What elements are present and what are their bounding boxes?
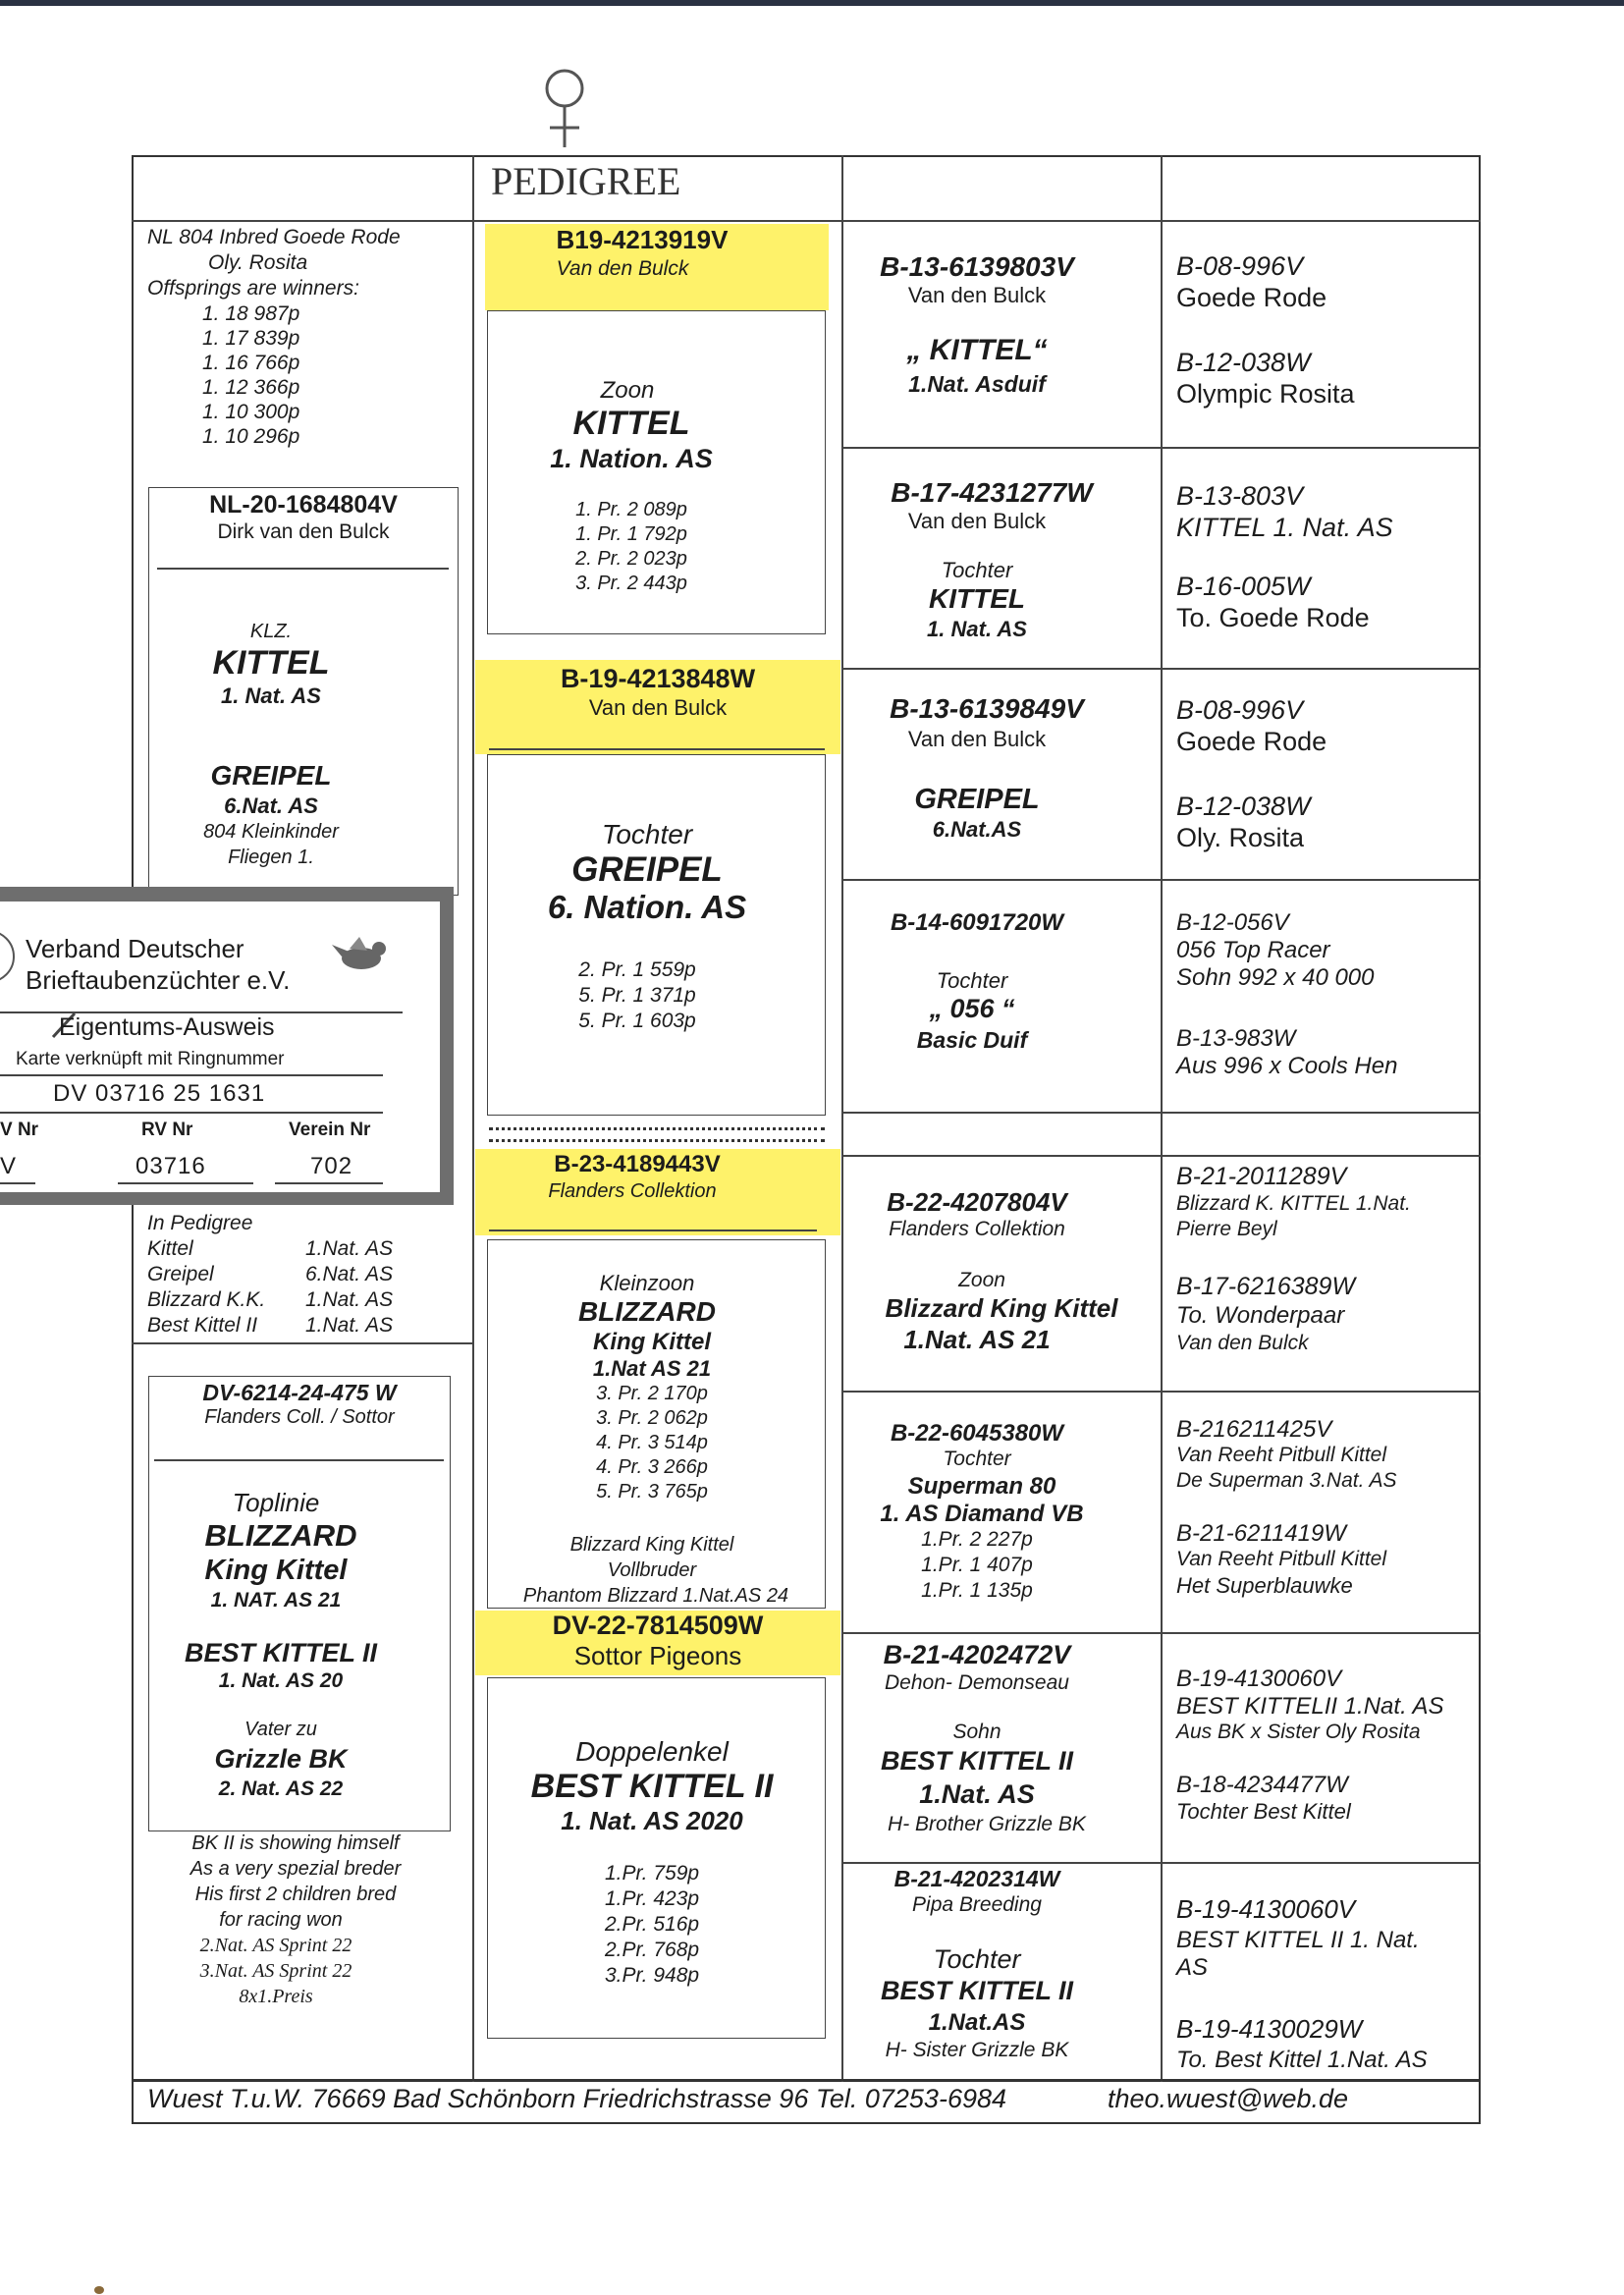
dam-line: Toplinie	[232, 1488, 320, 1517]
parent-breeder: Van den Bulck	[556, 257, 689, 280]
dam-breeder: Flanders Coll. / Sottor	[204, 1406, 395, 1428]
ancestor-ring: B-19-4130060V	[1176, 1666, 1342, 1692]
card-col-label: V Nr	[0, 1120, 39, 1140]
sire-breeder: Dirk van den Bulck	[217, 520, 390, 543]
col3-divider	[841, 1862, 1481, 1864]
grandparent-line: Superman 80	[907, 1473, 1056, 1500]
grandparent-line: GREIPEL	[914, 784, 1040, 815]
in-pedigree-result: 1.Nat. AS	[305, 1288, 394, 1311]
parent-line: 3. Pr. 2 170p	[596, 1383, 708, 1404]
breeder-note: 8x1.Preis	[239, 1986, 313, 2007]
note-line: 1. 16 766p	[202, 352, 300, 374]
grandparent-line: 1. Nat. AS	[927, 617, 1027, 641]
sire-ring: NL-20-1684804V	[209, 491, 398, 519]
parent-line: 6. Nation. AS	[547, 889, 747, 925]
grandparent-line: 6.Nat.AS	[932, 817, 1022, 842]
ownership-card	[0, 887, 454, 1205]
grandparent-line: Sohn	[952, 1721, 1001, 1743]
card-underline	[118, 1182, 253, 1184]
grandparent-line: 1.Nat.AS	[928, 2009, 1026, 2036]
grandparent-line: Tochter	[941, 558, 1013, 582]
pigeon-logo-icon	[332, 935, 393, 976]
ancestor-ring: B-08-996V	[1176, 695, 1304, 725]
grandparent-line: 1. AS Diamand VB	[880, 1501, 1084, 1527]
dam-line: 1. NAT. AS 21	[210, 1589, 342, 1612]
page-title: PEDIGREE	[491, 159, 681, 203]
in-pedigree-result: 6.Nat. AS	[305, 1263, 394, 1285]
col-divider-1	[472, 155, 474, 2082]
in-pedigree-name: Best Kittel II	[147, 1314, 258, 1337]
parent-breeder: Flanders Collektion	[548, 1180, 717, 1202]
sire-line: 6.Nat. AS	[224, 793, 318, 818]
grandparent-breeder: Tochter	[943, 1448, 1011, 1470]
ancestor-name: Blizzard K. KITTEL 1.Nat.	[1176, 1192, 1411, 1215]
col3-divider	[841, 1112, 1481, 1114]
grandparent-line: 1.Pr. 1 407p	[921, 1554, 1033, 1576]
grandparent-line: Basic Duif	[916, 1027, 1028, 1053]
ancestor-name: Tochter Best Kittel	[1176, 1799, 1351, 1824]
grandparent-ring: B-21-4202314W	[893, 1866, 1060, 1891]
sire-line: Fliegen 1.	[228, 847, 314, 868]
dam-line: 2. Nat. AS 22	[218, 1777, 344, 1800]
parent-divider	[489, 1229, 817, 1231]
col3-divider	[841, 1632, 1481, 1634]
parent-breeder: Van den Bulck	[588, 695, 728, 720]
dam-line: BLIZZARD	[204, 1518, 357, 1553]
ancestor-name: Aus 996 x Cools Hen	[1176, 1053, 1398, 1079]
col3-divider	[841, 447, 1481, 449]
note-line: 1. 10 296p	[202, 425, 300, 448]
parent-line: 2. Pr. 1 559p	[578, 958, 696, 981]
parent-line: 1. Pr. 2 089p	[575, 499, 687, 520]
female-symbol-icon	[530, 61, 599, 149]
grandparent-breeder: Dehon- Demonseau	[885, 1671, 1069, 1694]
breeder-note: for racing won	[219, 1909, 343, 1931]
parent-line: 1.Nat AS 21	[592, 1356, 712, 1381]
grandparent-breeder: Van den Bulck	[907, 283, 1047, 307]
parent-line: King Kittel	[593, 1329, 711, 1355]
grandparent-ring: B-22-4207804V	[887, 1187, 1067, 1217]
ancestor-ring: B-21-6211419W	[1176, 1520, 1346, 1547]
parent-box	[487, 754, 826, 1116]
card-org-name-2: Brieftaubenzüchter e.V.	[26, 965, 291, 995]
footer-email[interactable]: theo.wuest@web.de	[1108, 2084, 1349, 2113]
ancestor-extra: Van den Bulck	[1176, 1332, 1309, 1354]
ancestor-name: Van Reeht Pitbull Kittel	[1176, 1548, 1387, 1570]
ancestor-extra: De Superman 3.Nat. AS	[1176, 1469, 1397, 1492]
grandparent-line: 1.Pr. 2 227p	[921, 1528, 1033, 1551]
ancestor-name: Goede Rode	[1176, 283, 1327, 312]
sire-line: GREIPEL	[210, 760, 332, 791]
grandparent-breeder: Flanders Collektion	[889, 1218, 1065, 1240]
breeder-note: BK II is showing himself	[191, 1832, 400, 1854]
parent-divider	[489, 748, 825, 750]
parent-line: Vollbruder	[607, 1559, 697, 1581]
grandparent-line: Zoon	[958, 1269, 1005, 1291]
ancestor-ring: B-21-2011289V	[1176, 1163, 1347, 1190]
grandparent-line: KITTEL	[929, 583, 1025, 614]
parent-line: BEST KITTEL II	[530, 1768, 774, 1805]
sire-line: KLZ.	[249, 621, 293, 642]
breeder-note: As a very spezial breder	[189, 1858, 402, 1880]
ancestor-name: To. Goede Rode	[1176, 603, 1370, 632]
card-divider	[0, 1112, 383, 1114]
grandparent-ring: B-14-6091720W	[890, 909, 1064, 936]
parent-line: 4. Pr. 3 514p	[596, 1432, 708, 1453]
col-divider-3	[1161, 155, 1163, 2082]
grandparent-line: 1.Pr. 1 135p	[921, 1579, 1033, 1602]
parent-line: Blizzard King Kittel	[569, 1534, 734, 1556]
breeder-note: 3.Nat. AS Sprint 22	[199, 1960, 352, 1982]
ancestor-extra: Pierre Beyl	[1176, 1218, 1277, 1240]
note-line: 1. 10 300p	[202, 401, 300, 423]
parent-line: 5. Pr. 1 603p	[578, 1010, 696, 1032]
ancestor-ring: B-17-6216389W	[1176, 1273, 1356, 1300]
ancestor-name: Oly. Rosita	[1176, 823, 1305, 852]
ancestor-ring: B-13-983W	[1176, 1025, 1296, 1052]
parent-line: 5. Pr. 3 765p	[596, 1481, 708, 1503]
grandparent-breeder: Van den Bulck	[907, 509, 1047, 533]
ancestor-name: Van Reeht Pitbull Kittel	[1176, 1444, 1387, 1466]
grandparent-ring: B-13-6139803V	[880, 251, 1074, 282]
dam-line: King Kittel	[204, 1555, 348, 1586]
parent-line: 1.Pr. 759p	[604, 1862, 700, 1885]
parent-line: 2.Pr. 516p	[604, 1913, 700, 1936]
ancestor-ring: B-216211425V	[1176, 1416, 1332, 1443]
card-title: Eigentums-Ausweis	[59, 1013, 275, 1041]
parent-line: 2.Pr. 768p	[604, 1939, 700, 1961]
grandparent-breeder: Pipa Breeding	[912, 1893, 1042, 1916]
ancestor-ring: B-19-4130060V	[1176, 1894, 1356, 1924]
parent-line: Kleinzoon	[599, 1271, 695, 1295]
col3-divider	[841, 1155, 1481, 1157]
parent-line: KITTEL	[572, 405, 690, 442]
ancestor-ring: B-13-803V	[1176, 481, 1304, 511]
parent-line: 1.Pr. 423p	[604, 1887, 700, 1910]
ancestor-name: Olympic Rosita	[1176, 379, 1355, 409]
grandparent-line: Tochter	[933, 1944, 1021, 1974]
note-line: 1. 12 366p	[202, 376, 300, 399]
parent-ring: B-23-4189443V	[554, 1151, 721, 1177]
grandparent-line: H- Sister Grizzle BK	[885, 2039, 1069, 2061]
note-line: Oly. Rosita	[208, 251, 308, 274]
card-subtitle: Karte verknüpft mit Ringnummer	[16, 1049, 285, 1069]
ownership-card-body	[0, 902, 440, 1192]
ancestor-extra: AS	[1176, 1954, 1209, 1981]
ancestor-extra: Aus BK x Sister Oly Rosita	[1176, 1721, 1421, 1743]
parent-line: Zoon	[600, 377, 655, 404]
parent-line: Doppelenkel	[575, 1736, 729, 1767]
parent-line: 1. Pr. 1 792p	[575, 523, 687, 545]
col3-divider	[841, 879, 1481, 881]
parent-line: 1. Nation. AS	[550, 444, 713, 473]
dam-ring: DV-6214-24-475 W	[202, 1380, 397, 1405]
ancestor-name: Goede Rode	[1176, 727, 1327, 756]
ancestor-ring: B-18-4234477W	[1176, 1772, 1348, 1798]
ancestor-ring: B-12-056V	[1176, 909, 1289, 936]
parent-line: Tochter	[601, 819, 693, 849]
ancestor-extra: Sohn 992 x 40 000	[1176, 964, 1375, 991]
grandparent-line: 1.Nat. AS 21	[903, 1325, 1051, 1354]
card-col-value: V	[0, 1153, 17, 1179]
parent-ring: DV-22-7814509W	[552, 1611, 764, 1640]
sire-divider	[157, 568, 449, 570]
ancestor-ring: B-12-038W	[1176, 792, 1311, 821]
in-pedigree-title: In Pedigree	[147, 1212, 253, 1234]
grandparent-line: Blizzard King Kittel	[885, 1293, 1118, 1323]
stray-mark	[94, 2286, 104, 2294]
ancestor-extra: Het Superblauwke	[1176, 1573, 1353, 1598]
grandparent-line: 1.Nat. AS	[919, 1779, 1035, 1809]
grandparent-ring: B-13-6139849V	[890, 693, 1084, 724]
ancestor-name: To. Wonderpaar	[1176, 1302, 1345, 1329]
sire-line: 1. Nat. AS	[221, 683, 321, 708]
col1-divider	[132, 1342, 473, 1344]
ancestor-ring: B-19-4130029W	[1176, 2014, 1363, 2044]
ancestor-ring: B-08-996V	[1176, 251, 1304, 281]
ancestor-name: BEST KITTELII 1.Nat. AS	[1176, 1693, 1444, 1720]
parent-line: 3.Pr. 948p	[604, 1964, 700, 1987]
card-col-label: RV Nr	[141, 1120, 193, 1140]
parent-line: Phantom Blizzard 1.Nat.AS 24	[522, 1585, 789, 1607]
parent-line: BLIZZARD	[578, 1296, 716, 1327]
grandparent-ring: B-22-6045380W	[890, 1420, 1064, 1447]
parent-ring: B19-4213919V	[556, 225, 729, 254]
breeder-note: 2.Nat. AS Sprint 22	[199, 1935, 352, 1956]
grandparent-line: 1.Nat. Asduif	[908, 371, 1046, 397]
sire-line: 804 Kleinkinder	[203, 821, 339, 843]
dam-divider	[154, 1459, 444, 1461]
ancestor-name: KITTEL 1. Nat. AS	[1176, 513, 1393, 542]
grandparent-ring: B-21-4202472V	[883, 1640, 1071, 1669]
grandparent-breeder: Van den Bulck	[907, 727, 1047, 751]
dam-line: 1. Nat. AS 20	[218, 1669, 344, 1692]
dam-line: Vater zu	[244, 1719, 317, 1740]
card-ring-number: DV 03716 25 1631	[53, 1080, 266, 1107]
ancestor-name: 056 Top Racer	[1176, 937, 1330, 963]
note-line: 1. 17 839p	[202, 327, 300, 350]
grandparent-line: Tochter	[936, 968, 1008, 993]
card-col-value: 03716	[135, 1153, 206, 1179]
parent-ring: B-19-4213848W	[560, 664, 756, 693]
card-divider	[0, 1074, 383, 1076]
breeder-note: His first 2 children bred	[194, 1884, 397, 1905]
grandparent-line: H- Brother Grizzle BK	[888, 1813, 1086, 1835]
ancestor-name: To. Best Kittel 1.Nat. AS	[1176, 2047, 1428, 2073]
col-divider-2	[841, 155, 843, 2082]
ancestor-ring: B-12-038W	[1176, 348, 1311, 377]
footer-address: Wuest T.u.W. 76669 Bad Schönborn Friedrichstrasse 96 Tel. 07253-6984	[147, 2084, 1007, 2113]
dotted-separator	[489, 1139, 825, 1142]
in-pedigree-result: 1.Nat. AS	[305, 1314, 394, 1337]
association-seal-icon	[0, 927, 18, 986]
card-underline	[275, 1182, 383, 1184]
parent-line: 3. Pr. 2 062p	[596, 1407, 708, 1429]
ancestor-name: BEST KITTEL II 1. Nat.	[1176, 1927, 1420, 1953]
parent-line: 4. Pr. 3 266p	[596, 1456, 708, 1478]
grandparent-line: „ 056 “	[929, 994, 1015, 1023]
col3-divider	[841, 1391, 1481, 1393]
grandparent-ring: B-17-4231277W	[891, 477, 1093, 508]
card-col-label: Verein Nr	[289, 1120, 371, 1140]
parent-line: 3. Pr. 2 443p	[575, 573, 687, 594]
in-pedigree-name: Greipel	[147, 1263, 214, 1285]
card-col-value: 702	[310, 1153, 353, 1179]
dam-line: Grizzle BK	[214, 1744, 348, 1774]
in-pedigree-name: Blizzard K.K.	[147, 1288, 266, 1311]
card-underline	[0, 1182, 35, 1184]
parent-line: 5. Pr. 1 371p	[578, 984, 696, 1007]
parent-line: 1. Nat. AS 2020	[561, 1806, 743, 1835]
dam-line: BEST KITTEL II	[184, 1638, 377, 1667]
ancestor-ring: B-16-005W	[1176, 572, 1311, 601]
card-org-name: Verband Deutscher	[26, 934, 244, 963]
parent-breeder: Sottor Pigeons	[573, 1641, 742, 1670]
in-pedigree-name: Kittel	[147, 1237, 193, 1260]
note-line: Offsprings are winners:	[147, 277, 359, 300]
in-pedigree-result: 1.Nat. AS	[305, 1237, 394, 1260]
grandparent-line: BEST KITTEL II	[880, 1976, 1073, 2005]
col3-divider	[841, 668, 1481, 670]
parent-line: GREIPEL	[571, 850, 723, 889]
note-line: 1. 18 987p	[202, 302, 300, 325]
top-edge-bar	[0, 0, 1624, 6]
grandparent-line: BEST KITTEL II	[880, 1746, 1073, 1776]
sire-line: KITTEL	[212, 644, 330, 682]
grandparent-line: „ KITTEL“	[906, 334, 1048, 366]
header-divider	[132, 220, 1481, 222]
parent-line: 2. Pr. 2 023p	[575, 548, 687, 570]
dotted-separator	[489, 1127, 825, 1130]
note-line: NL 804 Inbred Goede Rode	[147, 226, 401, 248]
